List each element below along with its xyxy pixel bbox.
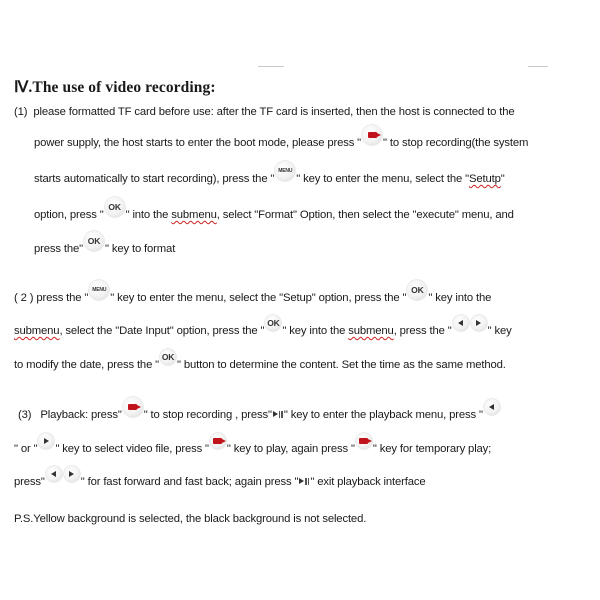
p2-line-1: ( 2 ) press the " MENU " key to enter the menu, select the "Setup" option, press the " OK " key into the — [14, 286, 491, 310]
record-icon — [362, 125, 382, 145]
section-title: Ⅳ.The use of video recording: — [14, 79, 216, 96]
ok-icon: OK — [105, 197, 125, 217]
right-arrow-icon — [38, 433, 54, 449]
ok-icon: OK — [160, 349, 176, 365]
p1-line-2: power supply, the host starts to enter the boot mode, please press " " to stop recording(the system — [34, 131, 528, 155]
menu-icon: MENU — [275, 161, 295, 181]
record-icon — [123, 397, 143, 417]
p1-line-5: press the" OK " key to format — [34, 237, 175, 261]
p1-line-1: (1) please formatted TF card before use: after the TF card is inserted, then the host is connected to the — [14, 106, 515, 118]
record-icon — [356, 433, 372, 449]
right-arrow-icon — [64, 466, 80, 482]
play-pause-icon — [299, 478, 309, 485]
header-rule-left — [258, 66, 284, 67]
left-arrow-icon — [484, 399, 500, 415]
ps-note: P.S.Yellow background is selected, the black background is not selected. — [14, 513, 367, 525]
header-rule-right — [528, 66, 548, 67]
menu-icon: MENU — [89, 280, 109, 300]
left-arrow-icon — [453, 315, 469, 331]
p3-line-1: (3) Playback: press" " to stop recording , press" " key to enter the playback menu, press " — [18, 403, 501, 427]
p3-line-2: " or " " key to select video file, press " " key to play, again press " " key for temporary play; — [14, 437, 491, 461]
p2-line-3: to modify the date, press the " OK " button to determine the content. Set the time as the same method. — [14, 353, 506, 377]
ok-icon: OK — [407, 280, 427, 300]
p1-line-3: starts automatically to start recording), press the " MENU " key to enter the menu, select the " Setutp " — [34, 167, 505, 191]
left-arrow-icon — [46, 466, 62, 482]
ok-icon: OK — [265, 315, 281, 331]
p2-line-2: submenu , select the "Date Input" option, press the " OK " key into the submenu , press the " " key — [14, 319, 512, 343]
p3-line-3: press" " for fast forward and fast back; again press " " exit playback interface — [14, 470, 426, 494]
ok-icon: OK — [84, 231, 104, 251]
record-icon — [210, 433, 226, 449]
right-arrow-icon — [471, 315, 487, 331]
p1-line-4: option, press " OK " into the submenu , select "Format" Option, then select the "execute" menu, and — [34, 203, 514, 227]
play-pause-icon — [273, 411, 283, 418]
